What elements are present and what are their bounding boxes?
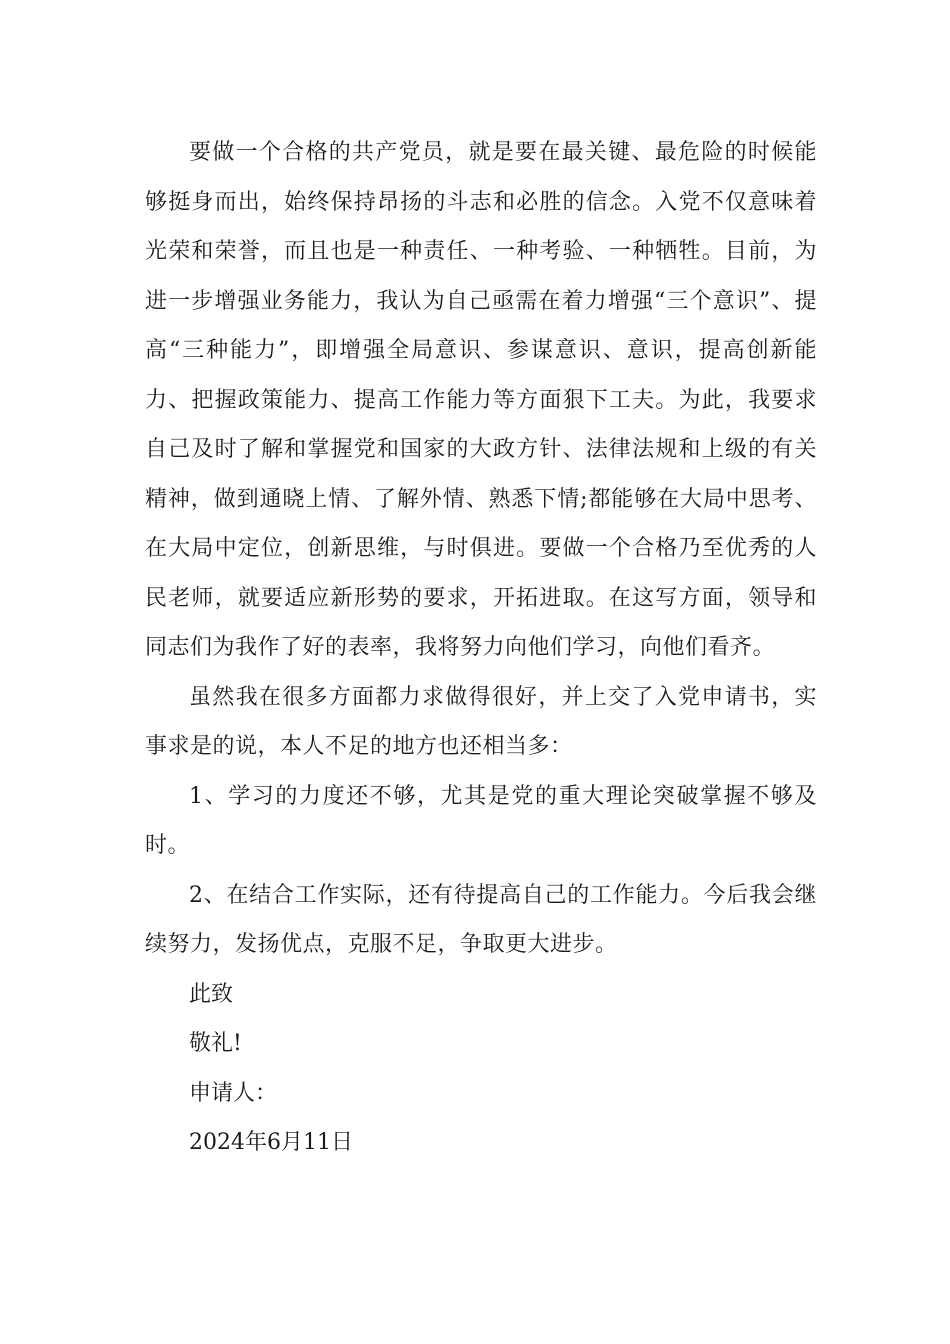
closing-salute: 敬礼!: [189, 1031, 242, 1056]
shortcoming-item-1: 1、学习的力度还不够，尤其是党的重大理论突破掌握不够及时。: [145, 783, 817, 858]
body-paragraph-2: 虽然我在很多方面都力求做得很好，并上交了入党申请书，实事求是的说，本人不足的地方也还相当多：: [145, 684, 817, 759]
applicant-label: 申请人：: [189, 1080, 278, 1106]
document-page: [145, 128, 817, 1168]
signature-date: 2024年6月11日: [189, 1130, 353, 1155]
body-paragraph-1: 要做一个合格的共产党员，就是要在最关键、最危险的时候能够挺身而出，始终保持昂扬的斗志和必胜的信念。入党不仅意味着光荣和荣誉，而且也是一种责任、一种考验、一种牺牲。目前，为进一步增强业务能力，我认为自己亟需在着力增强“三个意识”、提高“三种能力”，即增强全局意识、参谋意识、意识，提高创新能力、把握政策能力、提高工作能力等方面狠下工夫。为此，我要求自己及时了解和掌握党和国家的大政方针、法律法规和上级的有关精神，做到通晓上情、了解外情、熟悉下情;都能够在大局中思考、在大局中定位，创新思维，与时俱进。要做一个合格乃至优秀的人民老师，就要适应新形势的要求，开拓进取。在这写方面，领导和同志们为我作了好的表率，我将努力向他们学习，向他们看齐。: [145, 140, 817, 660]
closing-greeting: 此致: [189, 981, 234, 1007]
shortcoming-item-2: 2、在结合工作实际，还有待提高自己的工作能力。今后我会继续努力，发扬优点，克服不足，争取更大进步。: [145, 882, 817, 957]
